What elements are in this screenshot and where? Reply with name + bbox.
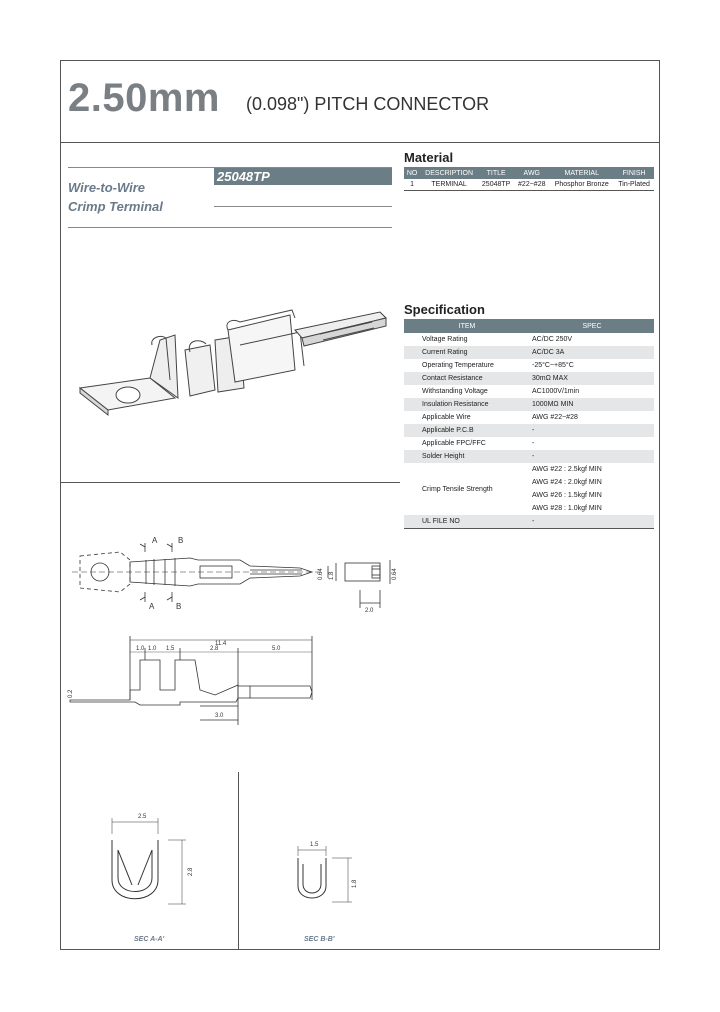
tensile-value: AWG #24 : 2.0kgf MIN [532,479,602,486]
dim-end-1: 0.64 [318,568,324,580]
dim-sec-a-height: 2.8 [188,867,194,876]
material-col-no: NO [404,167,420,179]
section-marker-a: A [152,536,158,545]
material-cell: Tin-Plated [614,179,654,191]
dim-a4: 2.8 [210,646,219,652]
spec-item: Crimp Tensile Strength [422,485,493,493]
spec-item: Applicable P.C.B [404,424,530,437]
material-cell: TERMINAL [420,179,478,191]
product-line-2: Crimp Terminal [68,199,163,214]
dim-a5: 5.0 [272,646,281,652]
spec-item: Withstanding Voltage [422,388,488,395]
material-col-finish: FINISH [614,167,654,179]
spec-value: - [530,424,654,437]
connector-subtitle: (0.098") PITCH CONNECTOR [246,94,490,114]
section-marker-b-bottom: B [176,602,182,611]
material-col-description: DESCRIPTION [420,167,478,179]
dim-low: 3.0 [215,713,224,719]
spec-item: Contact Resistance [404,372,530,385]
material-col-title: TITLE [478,167,514,179]
spec-item: Voltage Rating [422,336,468,343]
spec-item: Current Rating [404,346,530,359]
spec-item: Operating Temperature [422,362,494,369]
section-marker-a-bottom: A [149,602,155,611]
dim-sec-b-width: 1.5 [310,842,319,848]
dim-total: 11.4 [215,641,227,647]
pitch-size-title: 2.50mm [68,76,220,120]
material-cell: #22~#28 [514,179,549,191]
tensile-value: AWG #28 : 1.0kgf MIN [532,505,602,512]
material-cell: Phosphor Bronze [549,179,614,191]
tensile-value: AWG #22 : 2.5kgf MIN [532,466,602,473]
dim-a1: 1.0 [136,646,145,652]
spec-value: 1000MΩ MIN [530,398,654,411]
spec-value: AC/DC 3A [530,346,654,359]
spec-item: Applicable Wire [422,414,471,421]
spec-value: - [530,515,654,529]
spec-value: - [532,440,535,447]
dim-sec-b-height: 1.8 [352,879,358,888]
spec-col-item: ITEM [404,319,530,333]
material-col-material: MATERIAL [549,167,614,179]
spec-value: -25°C~+85°C [532,362,574,369]
section-b-view [298,846,352,902]
dim-end-3: 0.64 [392,568,398,580]
dim-sec-a-width: 2.5 [138,814,147,820]
spec-value: AC1000V/1min [532,388,580,395]
spec-item: Applicable FPC/FFC [422,440,486,447]
part-number: 25048TP [214,168,392,185]
section-a-view [112,818,186,904]
material-cell: 1 [404,179,420,191]
dim-end-2: 1.8 [329,571,335,580]
spec-value: 30mΩ MAX [530,372,654,385]
spec-item: Solder Height [404,450,530,463]
terminal-3d-illustration [80,310,386,415]
section-marker-b: B [178,536,184,545]
spec-col-spec: SPEC [530,319,654,333]
dim-a3: 1.5 [166,646,175,652]
product-line-1: Wire-to-Wire [68,180,146,195]
terminal-top-view [72,543,320,602]
spec-item: Insulation Resistance [404,398,530,411]
spec-value: AWG #22~#28 [532,414,578,421]
dim-a2: 1.0 [148,646,157,652]
section-a-label: SEC A-A' [134,936,165,943]
dim-side-left: 0.2 [68,689,74,698]
terminal-end-view [328,560,390,608]
spec-value: AC/DC 250V [532,336,573,343]
material-heading: Material [404,150,454,165]
section-b-label: SEC B-B' [304,936,335,943]
material-col-awg: AWG [514,167,549,179]
material-cell: 25048TP [478,179,514,191]
spec-item: UL FILE NO [404,515,530,529]
specification-heading: Specification [404,302,485,317]
dim-end-4: 2.0 [365,608,374,614]
tensile-value: AWG #26 : 1.5kgf MIN [532,492,602,499]
spec-value: - [530,450,654,463]
